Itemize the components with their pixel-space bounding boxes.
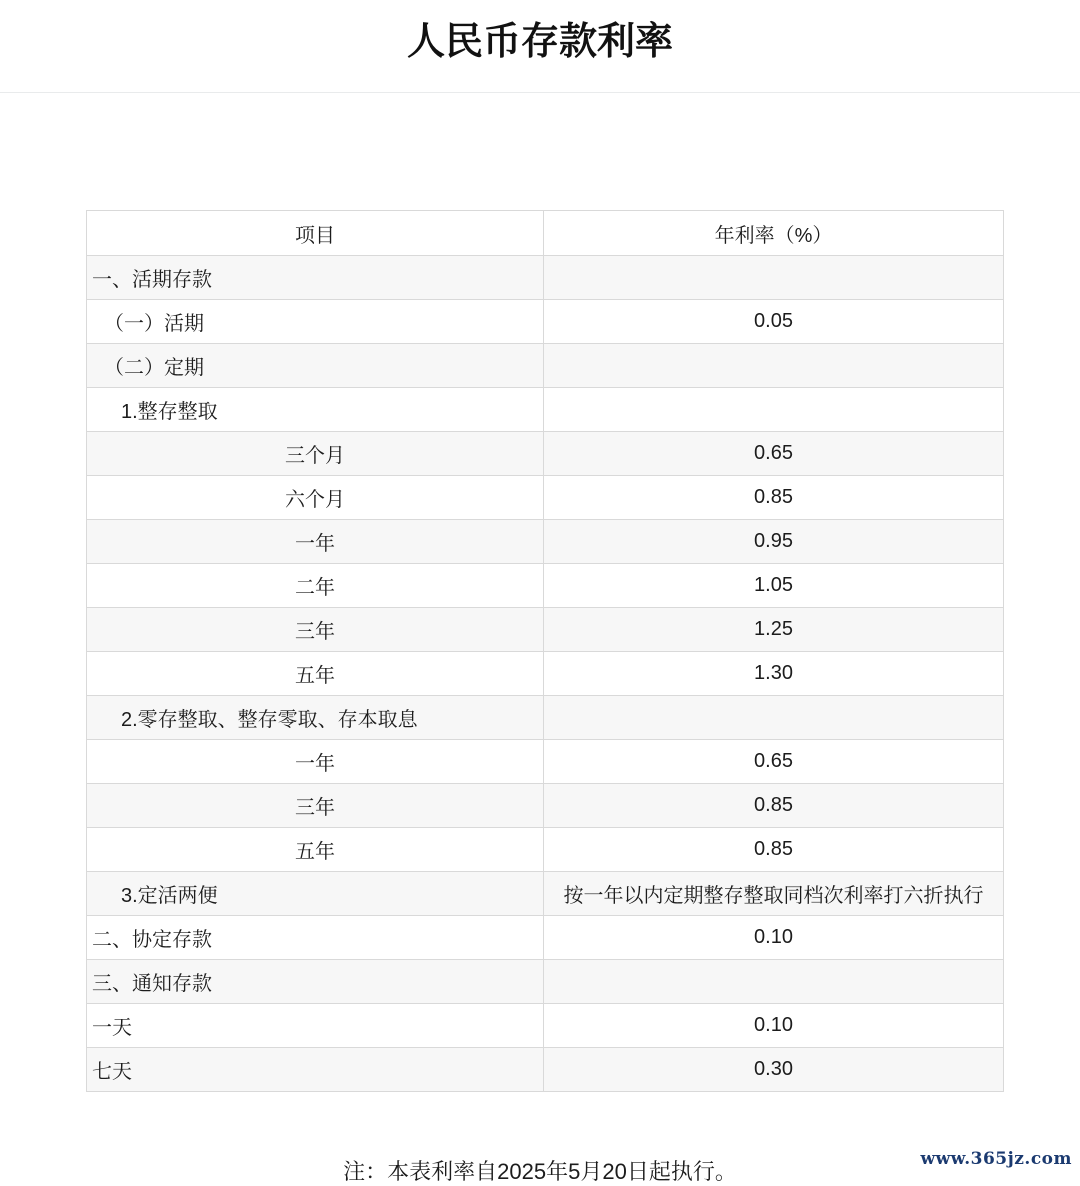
item-cell: 二、协定存款 xyxy=(87,916,544,960)
table-row xyxy=(87,784,1004,828)
table-row xyxy=(87,960,1004,1004)
item-cell: 五年 xyxy=(87,652,544,696)
column-header-item: 项目 xyxy=(87,211,544,256)
item-cell: 三个月 xyxy=(87,432,544,476)
rate-cell xyxy=(544,388,1004,432)
item-cell: 五年 xyxy=(87,828,544,872)
item-cell: 六个月 xyxy=(87,476,544,520)
rate-cell: 0.30 xyxy=(544,1048,1004,1092)
item-cell: （一）活期 xyxy=(87,300,544,344)
rate-cell: 0.85 xyxy=(544,476,1004,520)
deposit-rate-table xyxy=(86,210,1004,1092)
item-cell: 一天 xyxy=(87,1004,544,1048)
item-cell: 七天 xyxy=(87,1048,544,1092)
item-cell: 三、通知存款 xyxy=(87,960,544,1004)
item-cell: 3.定活两便 xyxy=(87,872,544,916)
table-row xyxy=(87,652,1004,696)
table-row xyxy=(87,300,1004,344)
rate-cell: 0.10 xyxy=(544,1004,1004,1048)
table-row xyxy=(87,740,1004,784)
item-cell: 三年 xyxy=(87,608,544,652)
item-cell: 一年 xyxy=(87,740,544,784)
table-row xyxy=(87,1048,1004,1092)
table-row xyxy=(87,608,1004,652)
table-row xyxy=(87,564,1004,608)
table-row xyxy=(87,1004,1004,1048)
item-cell: （二）定期 xyxy=(87,344,544,388)
rate-cell: 0.95 xyxy=(544,520,1004,564)
title-divider xyxy=(0,92,1080,93)
table-row xyxy=(87,520,1004,564)
rate-cell: 0.05 xyxy=(544,300,1004,344)
rate-cell xyxy=(544,344,1004,388)
rate-cell: 1.05 xyxy=(544,564,1004,608)
column-header-rate: 年利率（%） xyxy=(544,211,1004,256)
table-row xyxy=(87,344,1004,388)
rate-cell: 0.65 xyxy=(544,740,1004,784)
rate-cell: 0.85 xyxy=(544,784,1004,828)
table-row xyxy=(87,476,1004,520)
item-cell: 一年 xyxy=(87,520,544,564)
table-row xyxy=(87,256,1004,300)
rate-cell: 1.25 xyxy=(544,608,1004,652)
table-row xyxy=(87,916,1004,960)
rate-cell xyxy=(544,256,1004,300)
rate-cell xyxy=(544,696,1004,740)
item-cell: 三年 xyxy=(87,784,544,828)
table-row xyxy=(87,696,1004,740)
rate-cell: 按一年以内定期整存整取同档次利率打六折执行 xyxy=(544,872,1004,916)
rate-cell: 0.10 xyxy=(544,916,1004,960)
rate-cell: 0.85 xyxy=(544,828,1004,872)
table-row xyxy=(87,388,1004,432)
page-title: 人民币存款利率 xyxy=(406,21,673,63)
item-cell: 一、活期存款 xyxy=(87,256,544,300)
table-row xyxy=(87,828,1004,872)
effective-date-note: 注：本表利率自2025年5月20日起执行。 xyxy=(343,1159,737,1184)
item-cell: 二年 xyxy=(87,564,544,608)
table-header-row xyxy=(87,211,1004,256)
table-row xyxy=(87,432,1004,476)
item-cell: 2.零存整取、整存零取、存本取息 xyxy=(87,696,544,740)
rate-cell: 0.65 xyxy=(544,432,1004,476)
table-row xyxy=(87,872,1004,916)
rate-cell xyxy=(544,960,1004,1004)
item-cell: 1.整存整取 xyxy=(87,388,544,432)
rate-cell: 1.30 xyxy=(544,652,1004,696)
site-watermark: www.365jz.com xyxy=(920,1149,1072,1169)
